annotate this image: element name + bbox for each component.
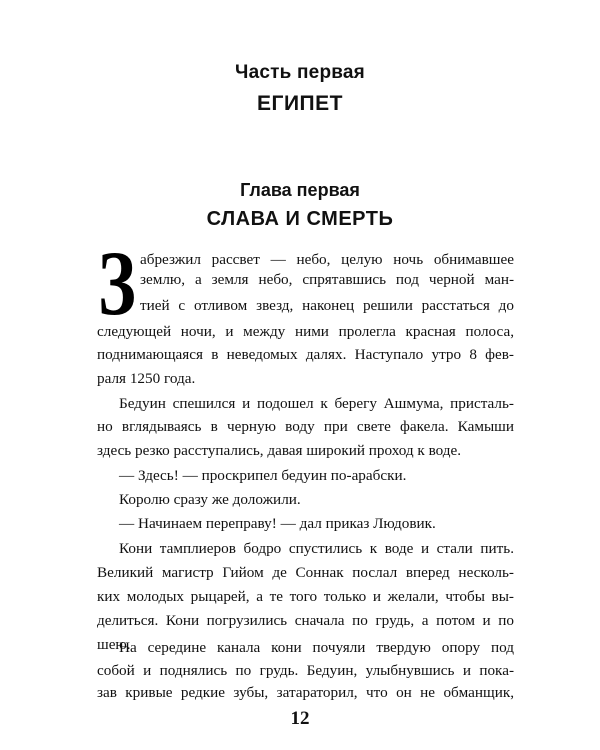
page-number: 12	[290, 708, 310, 729]
text-line: ких молодых рыцарей, а те того только и желали, чтобы вы-	[97, 588, 514, 605]
chapter-label: Глава первая	[240, 180, 360, 200]
text-line: Королю сразу же доложили.	[119, 491, 301, 508]
part-label: Часть первая	[235, 62, 365, 83]
drop-cap-letter: З	[98, 232, 136, 334]
text-line: землю, а земля небо, спрятавшись под черной ман-	[140, 271, 514, 288]
text-line: раля 1250 года.	[97, 370, 196, 387]
text-line: делиться. Кони погрузились сначала по грудь, а потом и по	[97, 612, 514, 629]
text-line: зав кривые редкие зубы, затараторил, что он не обманщик,	[97, 684, 514, 701]
text-line: абрезжил рассвет — небо, целую ночь обнимавшее	[140, 251, 514, 268]
text-line: Кони тамплиеров бодро спустились к воде и стали пить.	[119, 540, 514, 557]
text-line: Бедуин спешился и подошел к берегу Ашмума, присталь-	[119, 395, 514, 412]
text-line: собой и поднялись по грудь. Бедуин, улыбнувшись и пока-	[97, 662, 514, 679]
text-line: следующей ночи, и между ними пролегла красная полоса,	[97, 323, 514, 340]
text-line: На середине канала кони почуяли твердую опору под	[119, 639, 514, 656]
text-line: — Начинаем переправу! — дал приказ Людовик.	[119, 515, 436, 532]
part-title: ЕГИПЕТ	[257, 92, 343, 115]
text-line: поднимающаяся в неведомых далях. Наступало утро 8 фев-	[97, 346, 514, 363]
chapter-title: СЛАВА И СМЕРТЬ	[206, 208, 394, 230]
text-line: шею.	[97, 636, 131, 653]
text-line: Великий магистр Гийом де Соннак послал вперед несколь-	[97, 564, 514, 581]
text-line: тией с отливом звезд, наконец решили расстаться до	[140, 297, 514, 314]
text-line: но вглядываясь в черную воду при свете факела. Камыши	[97, 418, 514, 435]
text-line: — Здесь! — проскрипел бедуин по-арабски.	[119, 467, 407, 484]
text-line: здесь резко расступались, давая широкий проход к воде.	[97, 442, 462, 459]
